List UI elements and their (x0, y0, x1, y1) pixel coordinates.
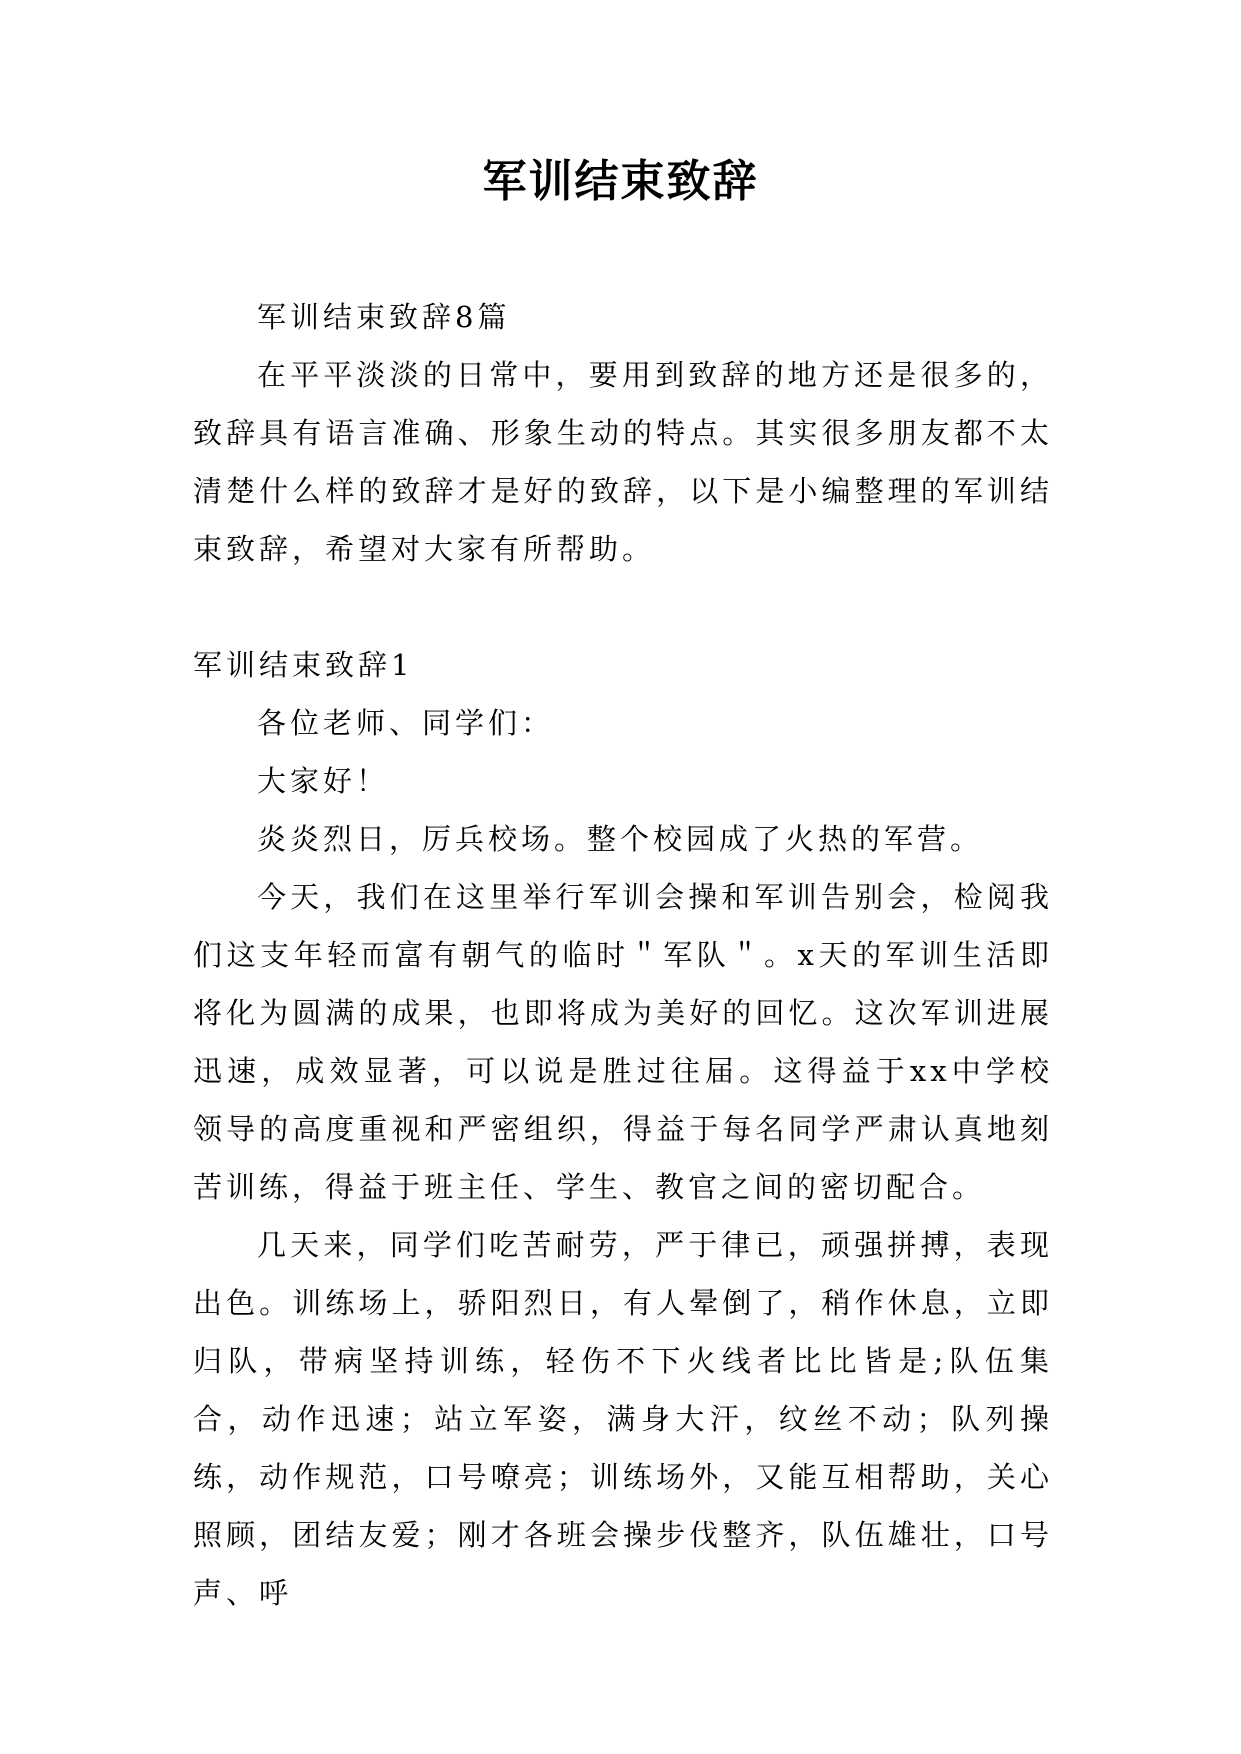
paragraph-1: 炎炎烈日，厉兵校场。整个校园成了火热的军营。 (257, 822, 984, 856)
paragraph-2: 今天，我们在这里举行军训会操和军训告别会，检阅我们这支年轻而富有朝气的临时＂军队＂。x天的军训生活即将化为圆满的成果，也即将成为美好的回忆。这次军训进展迅速，成效显著，可以说是胜过往届。这得益于xx中学校领导的高度重视和严密组织，得益于每名同学严肃认真地刻苦训练，得益于班主任、学生、教官之间的密切配合。 (193, 880, 1053, 1204)
document-title: 军训结束致辞 (482, 156, 759, 207)
greeting: 大家好！ (257, 764, 390, 798)
section-heading: 军训结束致辞1 (193, 648, 414, 682)
intro-paragraph: 在平平淡淡的日常中，要用到致辞的地方还是很多的，致辞具有语言准确、形象生动的特点。其实很多朋友都不太清楚什么样的致辞才是好的致辞，以下是小编整理的军训结束致辞，希望对大家有所帮助。 (193, 358, 1053, 566)
paragraph-3: 几天来，同学们吃苦耐劳，严于律已，顽强拼搏，表现出色。训练场上，骄阳烈日，有人晕倒了，稍作休息，立即归队，带病坚持训练，轻伤不下火线者比比皆是;队伍集合，动作迅速；站立军姿，满身大汗，纹丝不动；队列操练，动作规范，口号嘹亮；训练场外，又能互相帮助，关心照顾，团结友爱；刚才各班会操步伐整齐，队伍雄壮，口号声、呼 (193, 1228, 1053, 1610)
speech-section-1 (193, 636, 1053, 1622)
intro-section (193, 288, 1053, 578)
intro-subtitle: 军训结束致辞8篇 (257, 300, 511, 334)
salutation: 各位老师、同学们： (257, 706, 555, 740)
